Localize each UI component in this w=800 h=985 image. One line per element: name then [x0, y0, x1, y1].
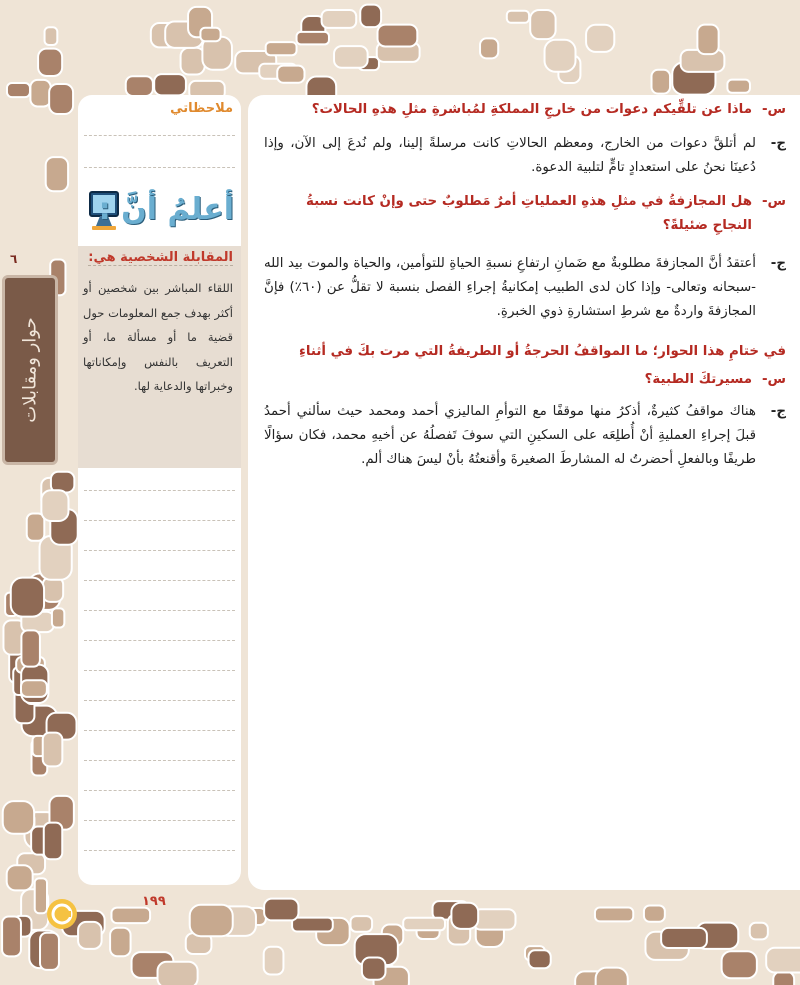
- question-text: مسيرتكَ الطبية؟: [644, 372, 752, 387]
- note-line: [84, 135, 235, 136]
- closing-intro: في ختامِ هذا الحوار؛ ما المواقفُ الحرجةُ أو الطريفةُ التي مرت بكَ في أثناءِ: [299, 344, 786, 359]
- answer-label: ج-: [770, 136, 786, 151]
- note-line: [84, 520, 235, 521]
- question-2: [264, 190, 786, 238]
- answer-text: أعتقدُ أنَّ المجازفةَ مطلوبةٌ مع ضَمانِ ارتفاعِ نسبةِ الحياةِ للتوأمين، والحياة والموت بيد الله -سبحانه وتعالى- وإذا كان لدى الطبيب إمكانيةُ إجراءِ الفصل بنسبة لا تقلُّ عن (٦٠٪) فإنَّ المجازفةَ واردةٌ مع شرطِ استشارةِ ذوي الخبرةِ.: [264, 256, 756, 319]
- question-text: ماذا عن تلقِّيكم دعوات من خارجِ المملكةِ لمُباشرةِ مثلِ هذهِ الحالات؟: [311, 102, 752, 117]
- answer-text: هناك مواقفُ كثيرةٌ، أذكرُ منها موقفًا مع التوأمِ الماليزي أحمد ومحمد حيث سألني أحمدُ قبلَ إجراءِ العمليةِ أنْ أُطلِعَه على السكينِ التي سوفَ تَفصلُهُ عن أخيهِ محمد، فكان سؤالًا طريفًا وبالفعلِ أحضرتُ له المشارطَ الصغيرةَ وأقنعتُهُ بأنْ ليسَ هناك ألم.: [264, 404, 756, 467]
- definition-text: اللقاء المباشر بين شخصين أو أكثر بهدف جمع المعلومات حول قضية ما أو مسألة ما، أو التعريف بالنفس وإمكاناتها وخبراتها والدعاية لها.: [83, 281, 233, 393]
- definition-title: المقابلة الشخصية هي:: [88, 250, 233, 265]
- note-line: [84, 820, 235, 821]
- note-line: [84, 730, 235, 731]
- book-logo-icon: [44, 896, 80, 932]
- note-line: [84, 760, 235, 761]
- chapter-tab-label: حوار ومقابلات: [19, 317, 41, 423]
- note-line: [84, 610, 235, 611]
- note-line: [84, 670, 235, 671]
- question-label: س-: [761, 194, 786, 209]
- answer-1: [264, 132, 786, 180]
- answer-label: ج-: [770, 404, 786, 419]
- learn-header: [84, 190, 234, 240]
- note-line: [84, 700, 235, 701]
- chapter-tab: [2, 275, 58, 465]
- note-line: [84, 790, 235, 791]
- answer-label: ج-: [770, 256, 786, 271]
- note-line: [84, 167, 235, 168]
- definition-box: [78, 246, 241, 468]
- question-1: [264, 98, 786, 122]
- chapter-number: ٦: [10, 252, 18, 266]
- answer-3: [264, 400, 786, 472]
- note-line: [84, 550, 235, 551]
- page-number: ١٩٩: [142, 894, 166, 909]
- note-line: [84, 580, 235, 581]
- note-line: [84, 640, 235, 641]
- question-3: [264, 368, 786, 392]
- learn-title: أعلمُ أنَّ :: [98, 192, 234, 227]
- question-label: س-: [761, 102, 786, 117]
- question-text: هل المجازفةُ في مثلِ هذهِ العملياتِ أمرٌ مَطلوبٌ حتى وإنْ كانت نسبةُ النجاحِ ضئيلةً؟: [305, 194, 752, 233]
- note-line: [84, 490, 235, 491]
- question-label: س-: [761, 372, 786, 387]
- notes-title: ملاحظاتي: [170, 101, 233, 116]
- answer-text: لم أتلقَّ دعوات من الخارج، ومعظم الحالاتِ كانت مرسلةً إلينا، ولم نُدعَ إلى الآن، وإذا دُعينَا نحنُ على استعدادٍ تامٍّ لتلبية الدعوة.: [264, 136, 756, 175]
- answer-2: [264, 252, 786, 324]
- note-line: [84, 850, 235, 851]
